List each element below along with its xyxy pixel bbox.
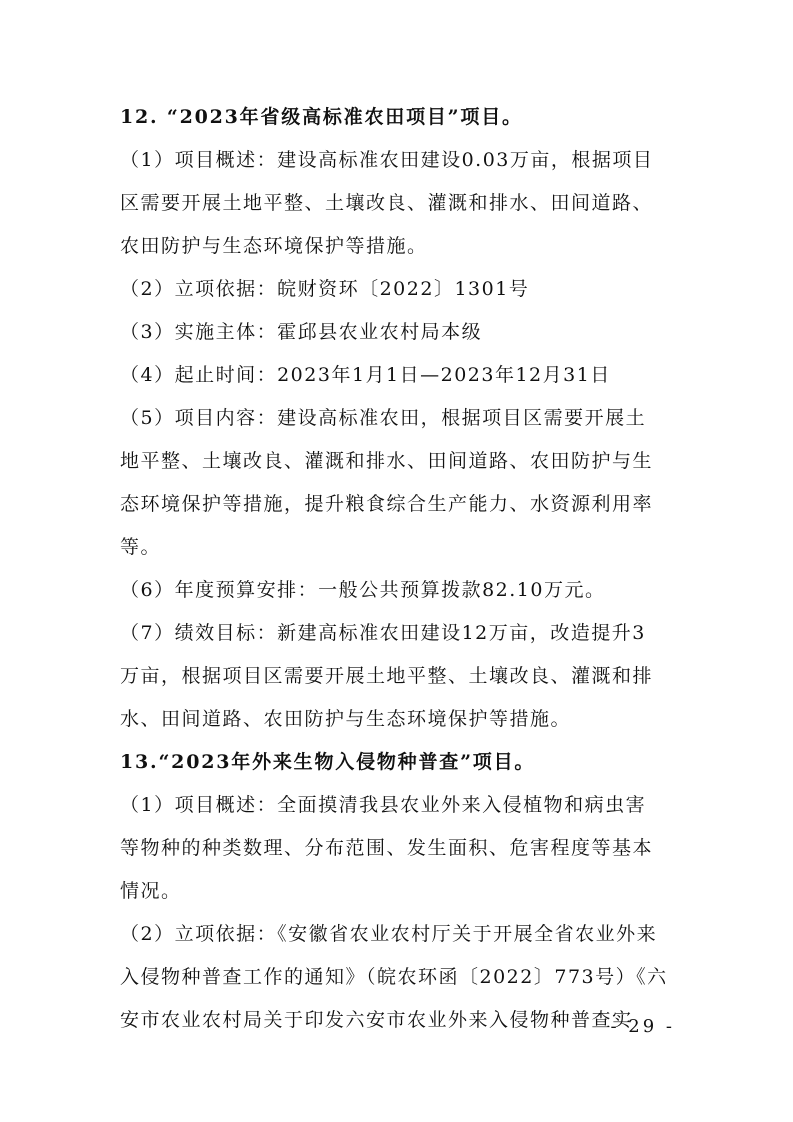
section-heading-13: 13.“2023年外来生物入侵物种普查”项目。 — [120, 751, 536, 773]
paragraph-line: （7）绩效目标：新建高标准农田建设12万亩，改造提升3 — [120, 622, 646, 644]
page-number: - 29 - — [610, 1016, 675, 1037]
section-heading-12: 12. “2023年省级高标准农田项目”项目。 — [120, 106, 523, 128]
paragraph-line: 等。 — [120, 536, 162, 558]
paragraph-line: （2）立项依据：皖财资环〔2022〕1301号 — [120, 278, 530, 300]
paragraph-line: （1）项目概述：建设高标准农田建设0.03万亩，根据项目 — [120, 149, 654, 171]
paragraph-line: 区需要开展土地平整、土壤改良、灌溉和排水、田间道路、 — [120, 192, 654, 214]
paragraph-line: 情况。 — [120, 880, 182, 902]
paragraph-line: 地平整、土壤改良、灌溉和排水、田间道路、农田防护与生 — [120, 450, 654, 472]
paragraph-line: 等物种的种类数理、分布范围、发生面积、危害程度等基本 — [120, 837, 654, 859]
paragraph-line: （5）项目内容：建设高标准农田，根据项目区需要开展土 — [120, 407, 647, 429]
paragraph-line: （6）年度预算安排：一般公共预算拨款82.10万元。 — [120, 579, 606, 601]
paragraph-line: 万亩，根据项目区需要开展土地平整、土壤改良、灌溉和排 — [120, 665, 654, 687]
paragraph-line: 安市农业农村局关于印发六安市农业外来入侵物种普查实 — [120, 1009, 633, 1031]
paragraph-line: 水、田间道路、农田防护与生态环境保护等措施。 — [120, 708, 572, 730]
paragraph-line: （1）项目概述：全面摸清我县农业外来入侵植物和病虫害 — [120, 794, 647, 816]
paragraph-line: （3）实施主体：霍邱县农业农村局本级 — [120, 321, 483, 343]
paragraph-line: 态环境保护等措施，提升粮食综合生产能力、水资源利用率 — [120, 493, 654, 515]
document-body — [120, 96, 676, 1042]
paragraph-line: 入侵物种普查工作的通知》（皖农环函〔2022〕773号）《六 — [120, 966, 668, 988]
paragraph-line: （2）立项依据：《安徽省农业农村厅关于开展全省农业外来 — [120, 923, 658, 945]
paragraph-line: （4）起止时间：2023年1月1日—2023年12月31日 — [120, 364, 611, 386]
paragraph-line: 农田防护与生态环境保护等措施。 — [120, 235, 428, 257]
